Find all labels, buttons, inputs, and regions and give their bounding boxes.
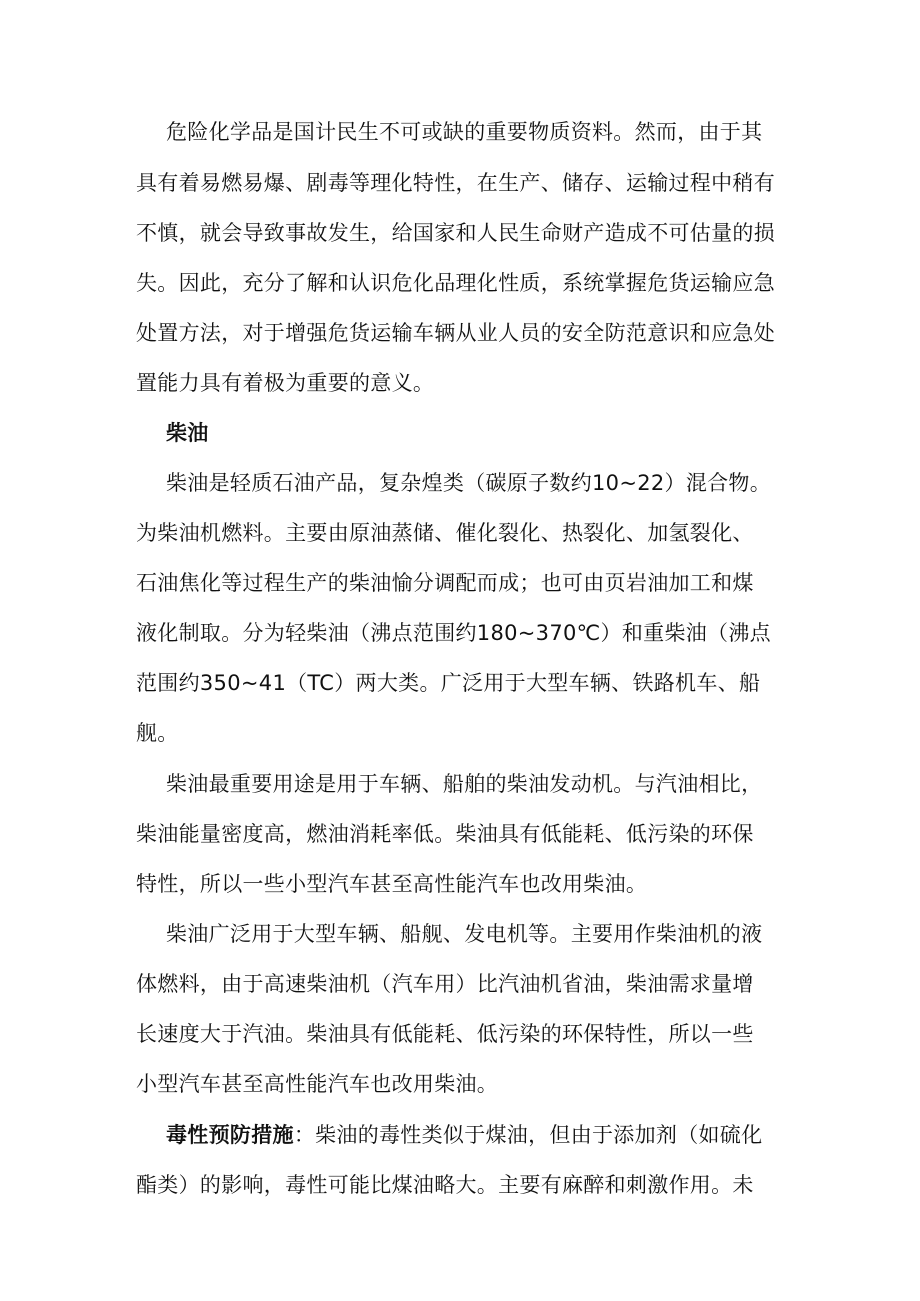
paragraph-diesel-line: 舰。 [136, 721, 179, 745]
paragraph-diesel-line: 柴油是轻质石油产品，复杂煌类（碳原子数约10~22）混合物。 [166, 471, 772, 495]
paragraph-diesel-line: 液化制取。分为轻柴油（沸点范围约180~370℃）和重柴油（沸点 [136, 621, 771, 645]
toxicity-prevention-label: 毒性预防措施 [166, 1123, 294, 1147]
paragraph-applications-line: 柴油广泛用于大型车辆、船舰、发电机等。主要用作柴油机的液 [166, 922, 763, 946]
paragraph-intro-line: 失。因此，充分了解和认识危化品理化性质，系统掌握危货运输应急 [136, 271, 775, 295]
paragraph-diesel-line: 为柴油机燃料。主要由原油蒸储、催化裂化、热裂化、加氢裂化、 [136, 521, 754, 545]
paragraph-applications-line: 体燃料，由于高速柴油机（汽车用）比汽油机省油，柴油需求量增 [136, 972, 754, 996]
section-heading-diesel: 柴油 [166, 421, 209, 445]
paragraph-intro-line: 不慎，就会导致事故发生，给国家和人民生命财产造成不可估量的损 [136, 221, 775, 245]
paragraph-diesel-line: 范围约350~41（TC）两大类。广泛用于大型车辆、铁路机车、船 [136, 671, 761, 695]
paragraph-intro-line: 置能力具有着极为重要的意义。 [136, 371, 435, 395]
paragraph-toxicity-line: 酯类）的影响，毒性可能比煤油略大。主要有麻醉和刺激作用。未 [136, 1173, 754, 1197]
paragraph-intro-line: 危险化学品是国计民生不可或缺的重要物质资料。然而，由于其 [166, 120, 763, 144]
paragraph-applications-line: 小型汽车甚至高性能汽车也改用柴油。 [136, 1072, 499, 1096]
paragraph-usage-line: 特性，所以一些小型汽车甚至高性能汽车也改用柴油。 [136, 872, 648, 896]
paragraph-usage-line: 柴油能量密度高，燃油消耗率低。柴油具有低能耗、低污染的环保 [136, 822, 754, 846]
paragraph-intro-line: 具有着易燃易爆、剧毒等理化特性，在生产、储存、运输过程中稍有 [136, 171, 775, 195]
toxicity-text: ：柴油的毒性类似于煤油，但由于添加剂（如硫化 [293, 1123, 763, 1147]
paragraph-applications-line: 长速度大于汽油。柴油具有低能耗、低污染的环保特性，所以一些 [136, 1022, 754, 1046]
paragraph-intro-line: 处置方法，对于增强危货运输车辆从业人员的安全防范意识和应急处 [136, 321, 775, 345]
paragraph-toxicity-line [166, 1120, 826, 1150]
paragraph-diesel-line: 石油焦化等过程生产的柴油愉分调配而成；也可由页岩油加工和煤 [136, 571, 754, 595]
paragraph-usage-line: 柴油最重要用途是用于车辆、船舶的柴油发动机。与汽油相比， [166, 772, 763, 796]
